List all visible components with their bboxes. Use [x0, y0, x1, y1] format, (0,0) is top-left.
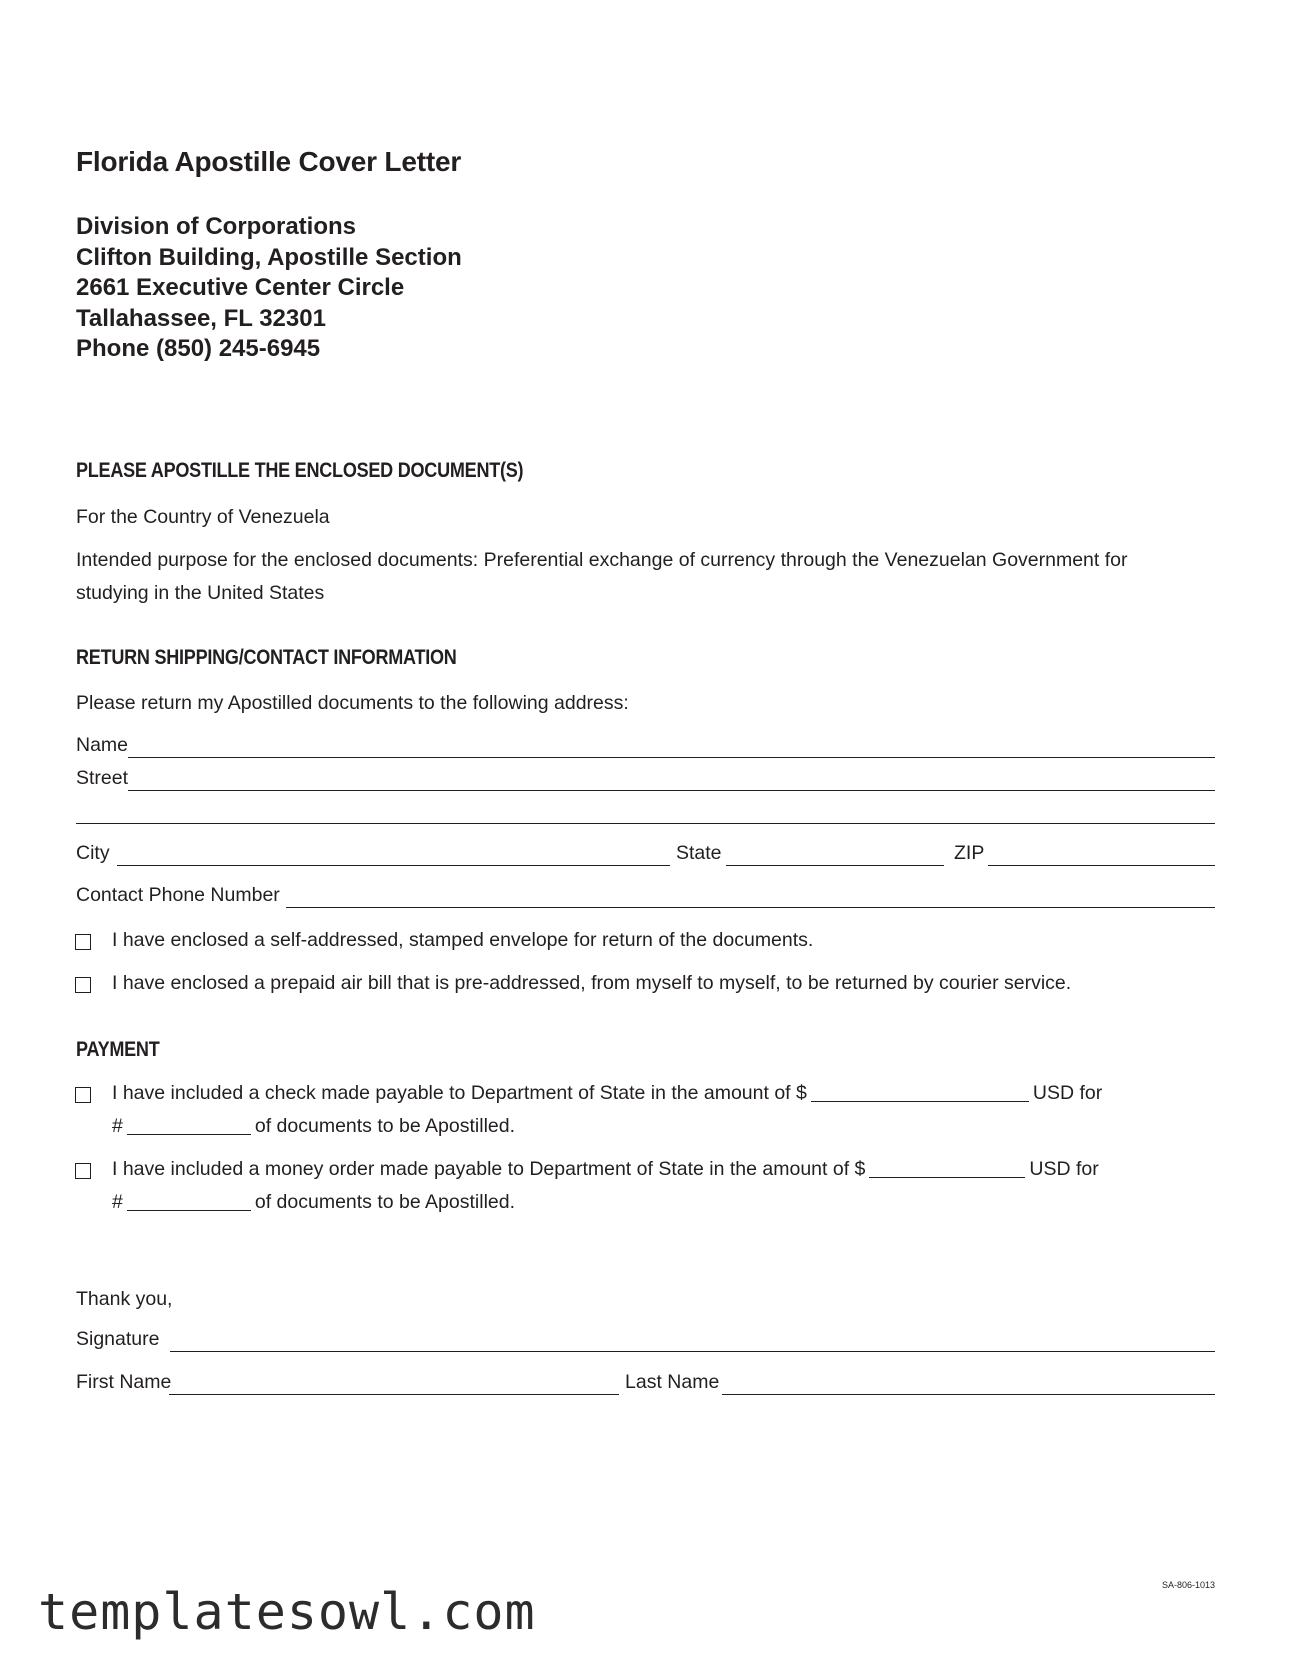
country-text: For the Country of Venezuela	[76, 506, 330, 528]
usd-for-label: USD for	[1029, 1158, 1099, 1180]
last-name-field[interactable]	[722, 1394, 1215, 1395]
first-name-field[interactable]	[169, 1394, 619, 1395]
name-row	[76, 734, 1215, 760]
last-name-label: Last Name	[625, 1371, 720, 1393]
money-order-amount-field[interactable]	[869, 1159, 1025, 1178]
airbill-checkbox[interactable]	[75, 977, 91, 993]
name-field[interactable]	[128, 757, 1215, 758]
purpose-text-line2: studying in the United States	[76, 582, 325, 604]
street-line2-row	[76, 800, 1215, 826]
page-title: Florida Apostille Cover Letter	[76, 146, 462, 177]
zip-field[interactable]	[988, 865, 1215, 866]
usd-for-label: USD for	[1032, 1082, 1103, 1104]
city-label: City	[76, 842, 110, 864]
watermark: templatesowl.com	[38, 1583, 536, 1641]
form-code: SA-806-1013	[1162, 1580, 1216, 1590]
signature-label: Signature	[76, 1328, 160, 1350]
check-amount-field[interactable]	[811, 1083, 1029, 1102]
phone-row	[76, 884, 1215, 910]
address-phone: Phone (850) 245-6945	[76, 335, 321, 362]
money-order-label: I have included a money order made payable to Department of State in the amount of $	[112, 1158, 866, 1180]
envelope-option-label: I have enclosed a self-addressed, stamped envelope for return of the documents.	[112, 929, 814, 951]
phone-label: Contact Phone Number	[76, 884, 280, 906]
address-line: 2661 Executive Center Circle	[76, 274, 405, 301]
check-doc-count-field[interactable]	[127, 1116, 251, 1135]
money-order-line2	[112, 1190, 515, 1214]
phone-field[interactable]	[286, 907, 1215, 908]
name-signoff-row	[76, 1371, 1215, 1397]
return-intro-text: Please return my Apostilled documents to the following address:	[76, 692, 629, 714]
state-field[interactable]	[726, 865, 944, 866]
street-row	[76, 767, 1215, 793]
section-heading-payment: PAYMENT	[76, 1038, 160, 1061]
street-field-line2[interactable]	[76, 823, 1215, 824]
state-label: State	[676, 842, 722, 864]
money-order-line1	[112, 1157, 1099, 1181]
check-payment-label: I have included a check made payable to Department of State in the amount of $	[112, 1082, 807, 1104]
check-payment-line2	[112, 1114, 515, 1138]
street-label: Street	[76, 767, 129, 789]
signature-field[interactable]	[170, 1351, 1215, 1352]
zip-label: ZIP	[954, 842, 985, 864]
hash-label: #	[112, 1115, 123, 1137]
signature-row	[76, 1328, 1215, 1354]
money-order-doc-count-field[interactable]	[127, 1192, 251, 1211]
hash-label: #	[112, 1191, 123, 1213]
city-field[interactable]	[117, 865, 670, 866]
name-label: Name	[76, 734, 129, 756]
airbill-option-label: I have enclosed a prepaid air bill that is pre-addressed, from myself to myself, to be returned by courier service.	[112, 972, 1072, 994]
address-line: Division of Corporations	[76, 213, 357, 240]
section-heading-apostille: PLEASE APOSTILLE THE ENCLOSED DOCUMENT(S)	[76, 459, 524, 482]
first-name-label: First Name	[76, 1371, 172, 1393]
office-address	[76, 212, 462, 365]
envelope-checkbox[interactable]	[75, 934, 91, 950]
thank-you-text: Thank you,	[76, 1288, 173, 1310]
street-field[interactable]	[128, 790, 1215, 791]
money-order-checkbox[interactable]	[75, 1163, 91, 1179]
docs-suffix-label: of documents to be Apostilled.	[254, 1191, 516, 1213]
section-heading-shipping: RETURN SHIPPING/CONTACT INFORMATION	[76, 646, 457, 669]
docs-suffix-label: of documents to be Apostilled.	[254, 1115, 516, 1137]
address-line: Tallahassee, FL 32301	[76, 304, 326, 332]
city-state-zip-row	[76, 842, 1215, 868]
check-payment-line1	[112, 1081, 1102, 1105]
purpose-text-line1: Intended purpose for the enclosed documents: Preferential exchange of currency through the Venezuelan Government for	[76, 549, 1128, 571]
check-payment-checkbox[interactable]	[75, 1087, 91, 1103]
address-line: Clifton Building, Apostille Section	[76, 243, 462, 271]
